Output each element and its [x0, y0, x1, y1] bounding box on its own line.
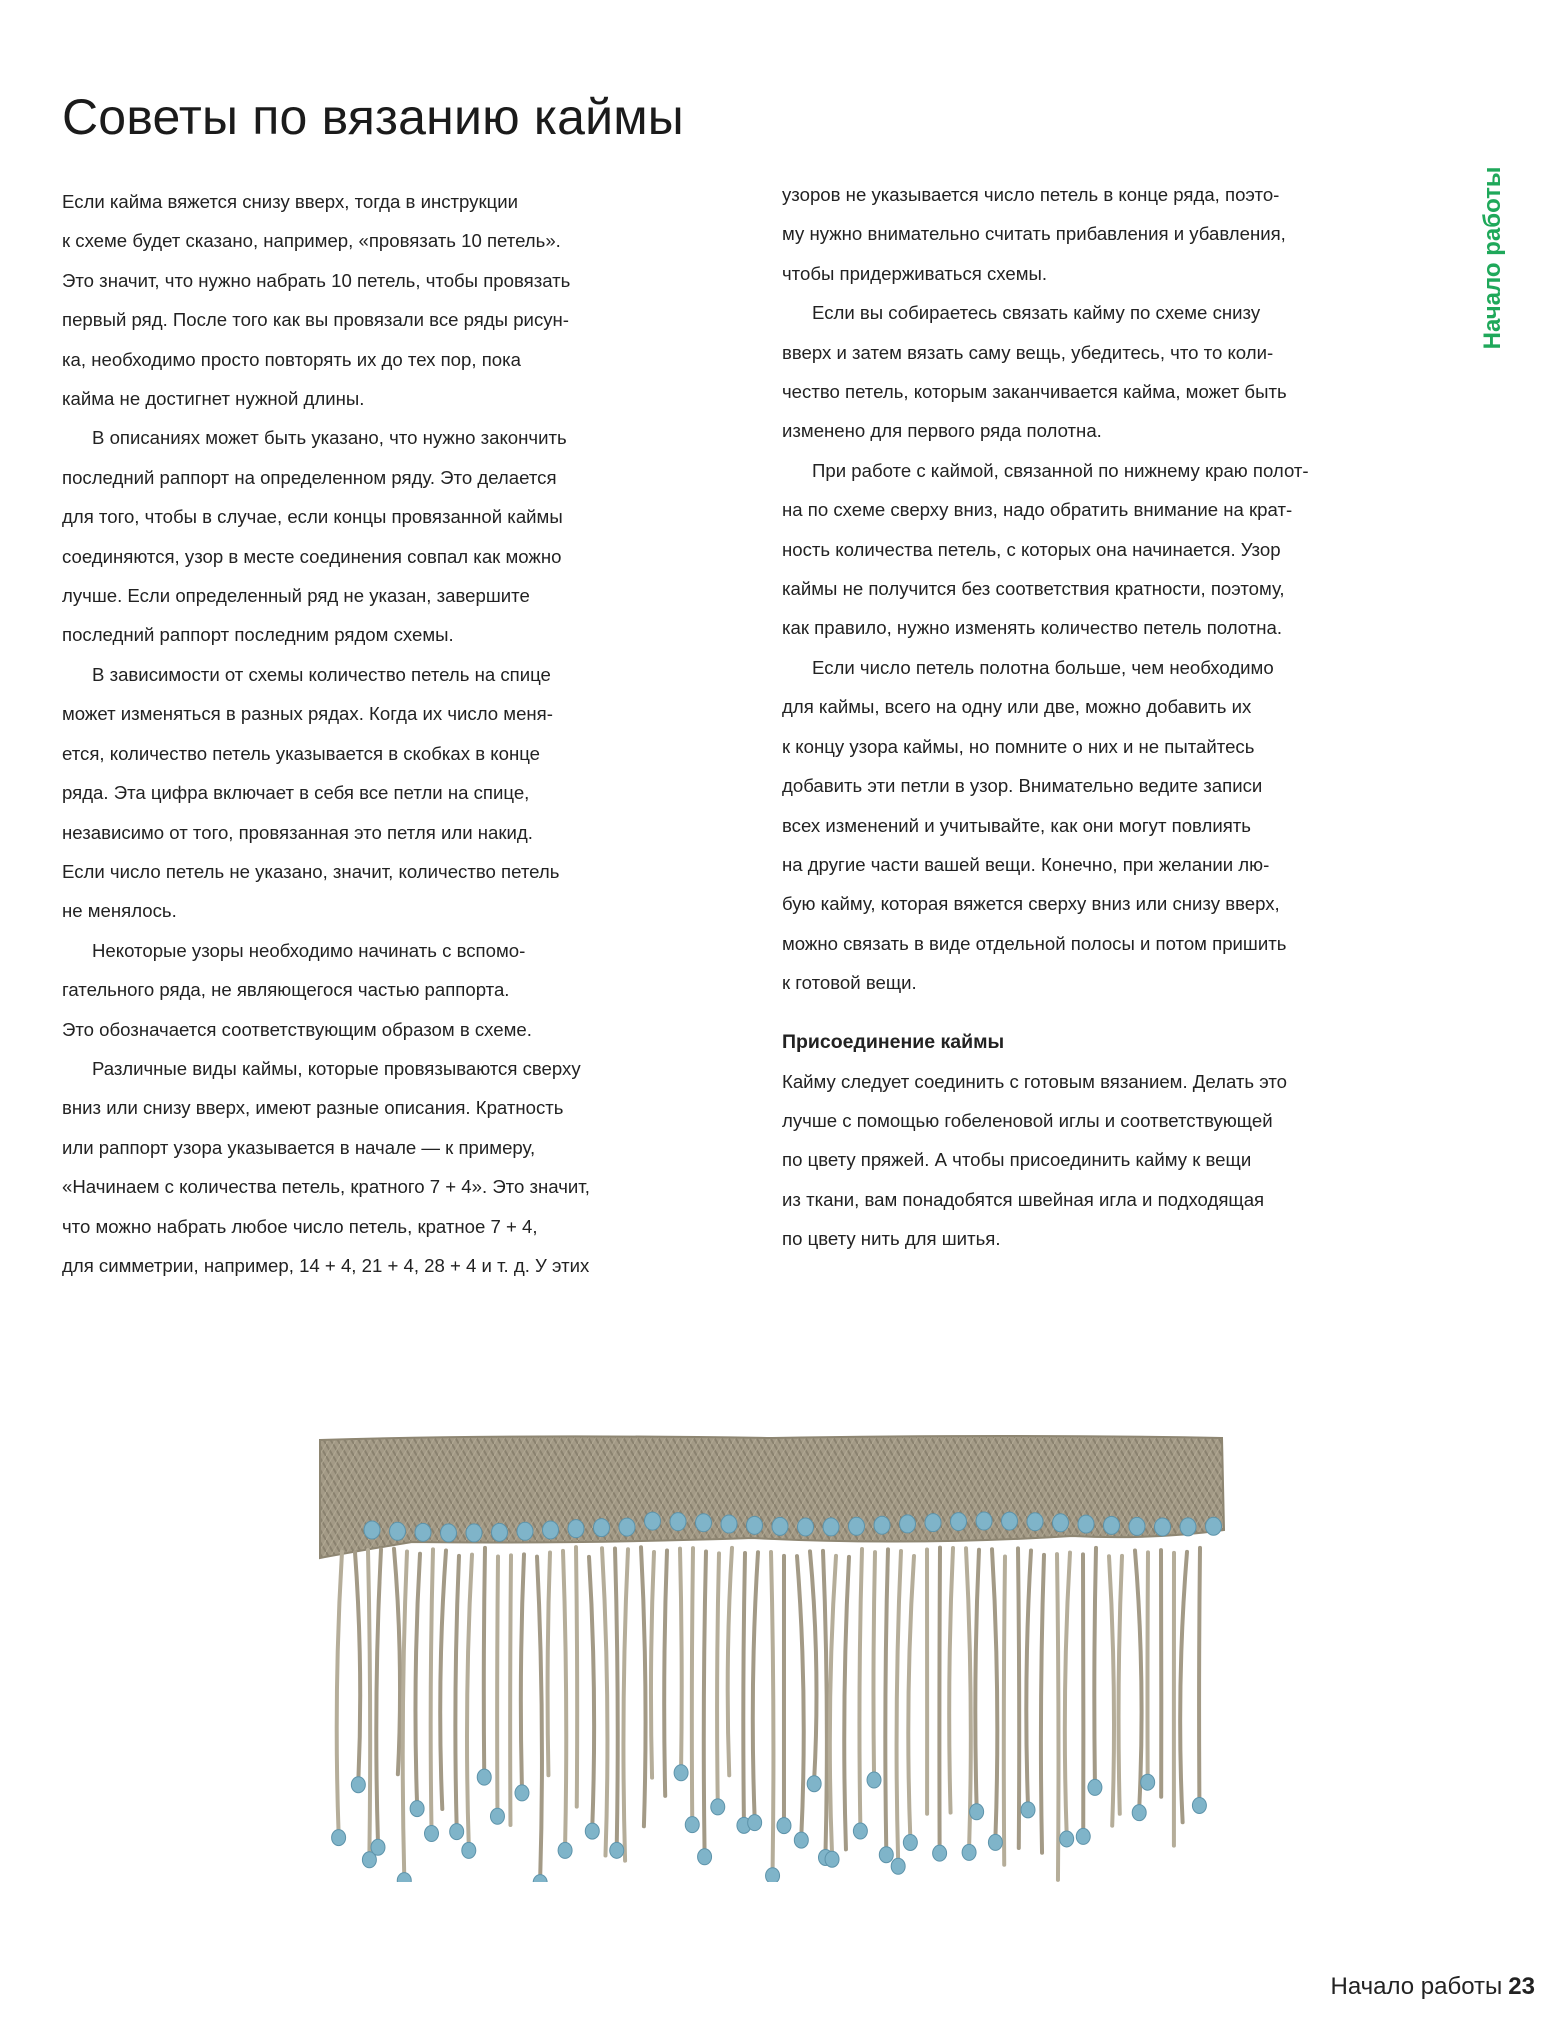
fringe-strand [1041, 1555, 1044, 1853]
text-line: вниз или снизу вверх, имеют разные описания. Кратность [62, 1097, 564, 1119]
band-bead [390, 1522, 406, 1540]
left-text-column [62, 182, 692, 1285]
page-title: Советы по вязанию каймы [62, 89, 684, 145]
fringe-strand [510, 1555, 511, 1825]
fringe-bead [1192, 1797, 1206, 1813]
fringe-strand [521, 1554, 524, 1789]
text-line: для симметрии, например, 14 + 4, 21 + 4, 28 + 4 и т. д. У этих [62, 1254, 590, 1276]
text-line: ряда. Эта цифра включает в себя все петли на спице, [62, 782, 530, 804]
band-bead [517, 1522, 533, 1540]
paragraph [62, 931, 692, 1049]
paragraph [782, 175, 1382, 293]
paragraph [62, 1049, 692, 1285]
fringe-strand [844, 1557, 849, 1849]
fringe-strand [859, 1549, 862, 1827]
paragraph [62, 418, 692, 654]
paragraph [62, 182, 692, 418]
fringe-strand [1135, 1551, 1142, 1809]
fringe-strand [885, 1549, 888, 1850]
fringe-bead [853, 1823, 867, 1839]
fringe-strand [576, 1547, 577, 1807]
fringe-strand [939, 1548, 940, 1850]
fringe-bead [425, 1826, 439, 1842]
fringe-strand [440, 1551, 446, 1810]
band-bead [1155, 1518, 1171, 1536]
fringe-bead [891, 1858, 905, 1874]
text-line: всех изменений и учитывайте, как они могут повлиять [782, 814, 1251, 836]
fringe-bead [462, 1842, 476, 1858]
fringe-bead [698, 1849, 712, 1865]
fringe-bead [533, 1875, 547, 1882]
fringe-strand [830, 1556, 836, 1855]
paragraph [782, 293, 1382, 451]
text-line: Некоторые узоры необходимо начинать с вспомо- [92, 939, 526, 961]
fringe-bead [332, 1830, 346, 1846]
right-text-column [782, 175, 1382, 1259]
page-number: 23 [1508, 1973, 1535, 2000]
fringe-bead [371, 1839, 385, 1855]
fringe-strands [337, 1547, 1200, 1880]
text-line: добавить эти петли в узор. Внимательно ведите записи [782, 775, 1263, 797]
text-line: из ткани, вам понадобятся швейная игла и подходящая [782, 1188, 1265, 1210]
band-bead [1027, 1513, 1043, 1531]
band-bead [568, 1520, 584, 1538]
fringe-bead [748, 1815, 762, 1831]
fringe-strand [966, 1548, 971, 1848]
text-line: чтобы придерживаться схемы. [782, 262, 1048, 284]
text-line: чество петель, которым заканчивается кайма, может быть [782, 381, 1287, 403]
fringe-bead [490, 1808, 504, 1824]
fringe-bead [933, 1845, 947, 1861]
fringe-strand [431, 1549, 433, 1829]
text-line: «Начинаем с количества петель, кратного 7 + 4». Это значит, [62, 1176, 590, 1198]
fringe-strand [589, 1557, 594, 1827]
text-line: или раппорт узора указывается в начале — к примеру, [62, 1136, 536, 1158]
text-line: При работе с каймой, связанной по нижнему краю полот- [812, 459, 1309, 481]
text-line: Если кайма вяжется снизу вверх, тогда в инструкции [62, 191, 519, 212]
band-bead [1180, 1518, 1196, 1536]
text-line: му нужно внимательно считать прибавления и убавления, [782, 223, 1286, 245]
text-line: лучше с помощью гобеленовой иглы и соответствующей [782, 1109, 1273, 1131]
fringe-strand [771, 1552, 773, 1872]
fringe-bead [1141, 1774, 1155, 1790]
knitted-band [320, 1436, 1224, 1558]
band-bead [1002, 1512, 1018, 1530]
fringe-bead [610, 1842, 624, 1858]
fringe-strand [602, 1548, 607, 1855]
band-bead [441, 1524, 457, 1542]
subsection-heading: Присоединение каймы [782, 1030, 1005, 1053]
fringe-strand [394, 1549, 400, 1775]
fringe-strand [355, 1552, 360, 1781]
fringe-bead [711, 1799, 725, 1815]
fringe-strand [1119, 1556, 1122, 1814]
fringe-strand [717, 1553, 719, 1802]
text-line: Различные виды каймы, которые провязываются сверху [92, 1057, 581, 1079]
fringe-strand [1004, 1556, 1005, 1864]
fringe-bead [807, 1776, 821, 1792]
band-bead [849, 1517, 865, 1535]
fringe-bead [558, 1842, 572, 1858]
paragraph [782, 648, 1382, 1003]
fringe-strand [810, 1551, 817, 1779]
fringe-strand [1057, 1554, 1059, 1880]
fringe-strand [1180, 1552, 1187, 1822]
text-line: бую кайму, которая вяжется сверху вниз или снизу вверх, [782, 893, 1280, 915]
fringe-strand [651, 1552, 654, 1778]
fringe-strand [704, 1552, 706, 1853]
fringe-bead [450, 1824, 464, 1840]
text-line: соединяются, узор в месте соединения совпал как можно [62, 545, 562, 567]
fringe-strand [368, 1550, 370, 1856]
text-line: вверх и затем вязать саму вещь, убедитесь, что то коли- [782, 341, 1274, 363]
fringe-bead [777, 1818, 791, 1834]
text-line: В описаниях может быть указано, что нужно закончить [92, 427, 567, 449]
fringe-bead [397, 1873, 411, 1882]
band-bead [543, 1521, 559, 1539]
band-bead [721, 1515, 737, 1533]
fringe-strand [615, 1549, 618, 1847]
text-line: на другие части вашей вещи. Конечно, при желании лю- [782, 853, 1270, 875]
text-line: может изменяться в разных рядах. Когда их число меня- [62, 703, 553, 725]
band-bead [747, 1516, 763, 1534]
fringe-bead [879, 1847, 893, 1863]
band-bead [1053, 1514, 1069, 1532]
band-bead [492, 1523, 508, 1541]
fringe-strand [563, 1551, 566, 1846]
text-line: В зависимости от схемы количество петель на спице [92, 663, 551, 685]
fringe-bead [794, 1832, 808, 1848]
fringe-bead [825, 1851, 839, 1867]
text-line: ется, количество петель указывается в скобках в конце [62, 742, 541, 764]
text-line: Это значит, что нужно набрать 10 петель, чтобы провязать [62, 269, 571, 291]
paragraph [782, 1062, 1382, 1259]
text-line: по цвету пряжей. А чтобы присоединить кайму к вещи [782, 1149, 1252, 1171]
fringe-strand [1094, 1548, 1096, 1784]
band-bead [645, 1512, 661, 1530]
text-line: каймы не получится без соответствия кратности, поэтому, [782, 578, 1285, 600]
fringe-strand [415, 1554, 420, 1805]
band-bead [823, 1518, 839, 1536]
fringe-bead [1021, 1802, 1035, 1818]
fringe-strand [753, 1552, 758, 1818]
fringe-strand [403, 1551, 407, 1876]
fringe-strand [548, 1553, 550, 1776]
fringe-bead [410, 1801, 424, 1817]
text-line: к концу узора каймы, но помните о них и не пытайтесь [782, 735, 1255, 757]
band-bead [1104, 1516, 1120, 1534]
text-line: что можно набрать любое число петель, кратное 7 + 4, [62, 1215, 538, 1237]
fringe-strand [1026, 1551, 1031, 1806]
fringe-strand [467, 1555, 472, 1847]
section-side-tab [1468, 158, 1518, 358]
fringe-strand [992, 1549, 997, 1838]
fringe-strand [537, 1557, 542, 1879]
fringe-strand [376, 1549, 381, 1843]
fringe-bead [515, 1785, 529, 1801]
fringe-photo [312, 1432, 1232, 1882]
fringe-strand [1199, 1548, 1200, 1802]
text-line: последний раппорт последним рядом схемы. [62, 624, 454, 646]
fringe-bead [477, 1769, 491, 1785]
paragraph [782, 451, 1382, 648]
text-line: Кайму следует соединить с готовым вязанием. Делать это [782, 1070, 1287, 1092]
fringe-end-beads [332, 1765, 1207, 1882]
fringe-bead [351, 1777, 365, 1793]
fringe-bead [970, 1804, 984, 1820]
fringe-bead [867, 1772, 881, 1788]
fringe-strand [484, 1548, 485, 1773]
fringe-strand [897, 1551, 901, 1862]
fringe-strand [680, 1549, 682, 1769]
text-line: ность количества петель, с которых она начинается. Узор [782, 538, 1281, 560]
fringe-strand [949, 1548, 953, 1813]
fringe-strand [873, 1552, 875, 1776]
band-bead [1078, 1515, 1094, 1533]
fringe-strand [692, 1548, 693, 1821]
text-line: для каймы, всего на одну или две, можно добавить их [782, 696, 1252, 718]
fringe-bead [1132, 1805, 1146, 1821]
text-line: Если число петель не указано, значит, количество петель [62, 860, 560, 882]
text-line: изменено для первого ряда полотна. [782, 420, 1102, 442]
text-line: не менялось. [62, 900, 177, 922]
band-bead [364, 1521, 380, 1539]
text-line: для того, чтобы в случае, если концы провязанной каймы [62, 506, 563, 528]
fringe-strand [728, 1548, 732, 1776]
band-bead [670, 1513, 686, 1531]
fringe-strand [1147, 1552, 1148, 1778]
fringe-bead [585, 1823, 599, 1839]
band-bead [772, 1517, 788, 1535]
band-bead [696, 1514, 712, 1532]
fringe-strand [641, 1547, 646, 1826]
text-line: Если вы собираетесь связать кайму по схеме снизу [812, 302, 1261, 324]
text-line: к готовой вещи. [782, 972, 917, 994]
text-line: независимо от того, провязанная это петля или накид. [62, 821, 533, 843]
fringe-strand [975, 1550, 979, 1808]
fringe-strand [664, 1551, 667, 1796]
fringe-strand [623, 1549, 628, 1860]
band-bead [415, 1523, 431, 1541]
text-line: ка, необходимо просто повторять их до тех пор, пока [62, 348, 521, 370]
footer-section-label: Начало работы [1330, 1973, 1503, 2000]
band-bead [951, 1513, 967, 1531]
fringe-bead [674, 1765, 688, 1781]
band-bead [466, 1524, 482, 1542]
text-line: гательного ряда, не являющегося частью раппорта. [62, 979, 510, 1001]
page-footer [1331, 1973, 1536, 2001]
text-line: Это обозначается соответствующим образом в схеме. [62, 1018, 532, 1040]
fringe-bead [766, 1868, 780, 1882]
band-bead [798, 1518, 814, 1536]
paragraph [62, 655, 692, 931]
fringe-strand [823, 1551, 827, 1854]
band-bead [900, 1515, 916, 1533]
fringe-strand [497, 1557, 498, 1813]
band-bead [925, 1514, 941, 1532]
text-line: первый ряд. После того как вы провязали все ряды рисун- [62, 309, 569, 331]
text-line: лучше. Если определенный ряд не указан, завершите [62, 585, 530, 607]
fringe-bead [903, 1834, 917, 1850]
section-side-tab-label: Начало работы [1479, 166, 1506, 350]
fringe-bead [1076, 1828, 1090, 1844]
text-line: по цвету нить для шитья. [782, 1228, 1001, 1250]
fringe-bead [1088, 1779, 1102, 1795]
fringe-strand [455, 1556, 459, 1828]
fringe-strand [797, 1556, 804, 1836]
band-bead [976, 1512, 992, 1530]
fringe-strand [1018, 1548, 1019, 1848]
text-line: к схеме будет сказано, например, «провязать 10 петель». [62, 230, 561, 252]
fringe-bead [1060, 1831, 1074, 1847]
text-line: кайма не достигнет нужной длины. [62, 388, 365, 410]
fringe-strand [337, 1552, 342, 1834]
fringe-bead [685, 1817, 699, 1833]
fringe-strand [1065, 1553, 1070, 1835]
text-line: узоров не указывается число петель в конце ряда, поэто- [782, 184, 1280, 205]
fringe-strand [908, 1556, 914, 1839]
fringe-strand [743, 1553, 745, 1821]
text-line: как правило, нужно изменять количество петель полотна. [782, 617, 1282, 639]
fringe-strand [1109, 1556, 1114, 1825]
text-line: последний раппорт на определенном ряду. Это делается [62, 466, 557, 488]
band-bead [874, 1516, 890, 1534]
text-line: можно связать в виде отдельной полосы и потом пришить [782, 932, 1287, 954]
text-line: на по схеме сверху вниз, надо обратить внимание на крат- [782, 499, 1293, 521]
band-bead [1129, 1517, 1145, 1535]
fringe-bead [988, 1834, 1002, 1850]
band-bead [594, 1519, 610, 1537]
text-line: Если число петель полотна больше, чем необходимо [812, 656, 1274, 678]
band-bead [619, 1518, 635, 1536]
band-bead [1206, 1517, 1222, 1535]
fringe-bead [962, 1844, 976, 1860]
